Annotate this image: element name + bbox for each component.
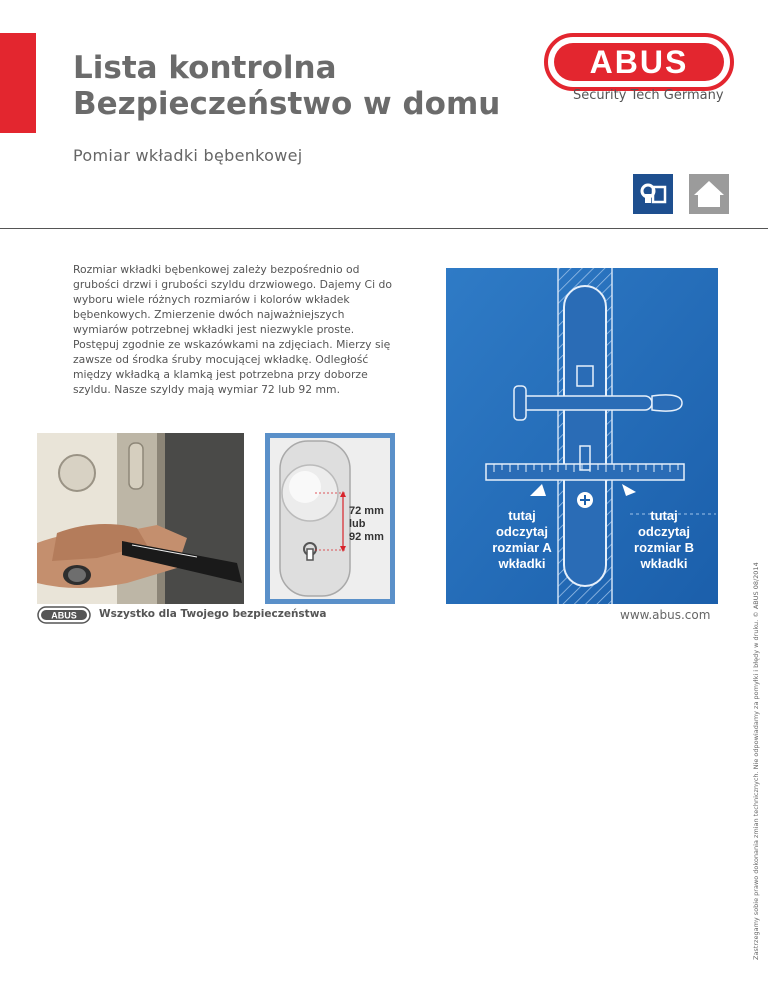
label-b-line-4: wkładki (640, 556, 688, 571)
page-title (73, 50, 500, 122)
abus-logo (544, 33, 734, 91)
intro-paragraph: Rozmiar wkładki bębenkowej zależy bezpośrednio od grubości drzwi i grubości szyldu drzwiowego. Dajemy Ci do wyboru wiele różnych rozmiarów i kolorów wkładek bębenkowych. Zmierzenie dwóch najważniejszych wymiarów potrzebnej wkładki jest niezwykle proste. Postępuj zgodnie ze wskazówkami na zdjęciach. Mierzy się zawsze od środka śruby mocującej wkładkę. Odległość między wkładką a klamką jest potrzebna przy doborze szyldu. Nasze szyldy mają wymiar 72 lub 92 mm. (73, 263, 392, 396)
footer-logo-wordmark: ABUS (51, 610, 77, 621)
title-line-2: Bezpieczeństwo w domu (73, 86, 501, 122)
key-cylinder-icon[interactable] (633, 174, 673, 214)
label-a-line-1: tutaj (508, 508, 536, 523)
label-b-line-2: odczytaj (637, 524, 691, 539)
measure-line-2: lub (349, 518, 366, 530)
escutcheon-diagram (265, 433, 395, 604)
footer-url[interactable]: www.abus.com (620, 608, 711, 622)
header-divider (0, 228, 768, 229)
page-subtitle: Pomiar wkładki bębenkowej (73, 146, 303, 165)
logo-wordmark: ABUS (589, 44, 689, 80)
label-b-line-3: rozmiar B (634, 540, 694, 555)
footer-abus-logo (37, 606, 91, 624)
title-line-1: Lista kontrolna (73, 50, 337, 86)
legal-note: Zastrzegamy sobie prawo dokonania zmian technicznych. Nie odpowiadamy za pomyłki i błędy w druku. © ABUS 08/2014 (752, 562, 760, 960)
label-b-line-1: tutaj (650, 508, 678, 523)
tagline: Security Tech Germany (573, 88, 724, 103)
label-a-line-4: wkładki (498, 556, 546, 571)
home-icon[interactable] (689, 174, 729, 214)
measuring-photo (37, 433, 244, 604)
footer-slogan: Wszystko dla Twojego bezpieczeństwa (99, 608, 327, 620)
cylinder-diagram (446, 268, 718, 604)
measure-line-1: 72 mm (349, 505, 384, 517)
accent-bar (0, 33, 36, 133)
measure-line-3: 92 mm (349, 531, 384, 543)
label-a-line-3: rozmiar A (492, 540, 552, 555)
label-a-line-2: odczytaj (495, 524, 549, 539)
